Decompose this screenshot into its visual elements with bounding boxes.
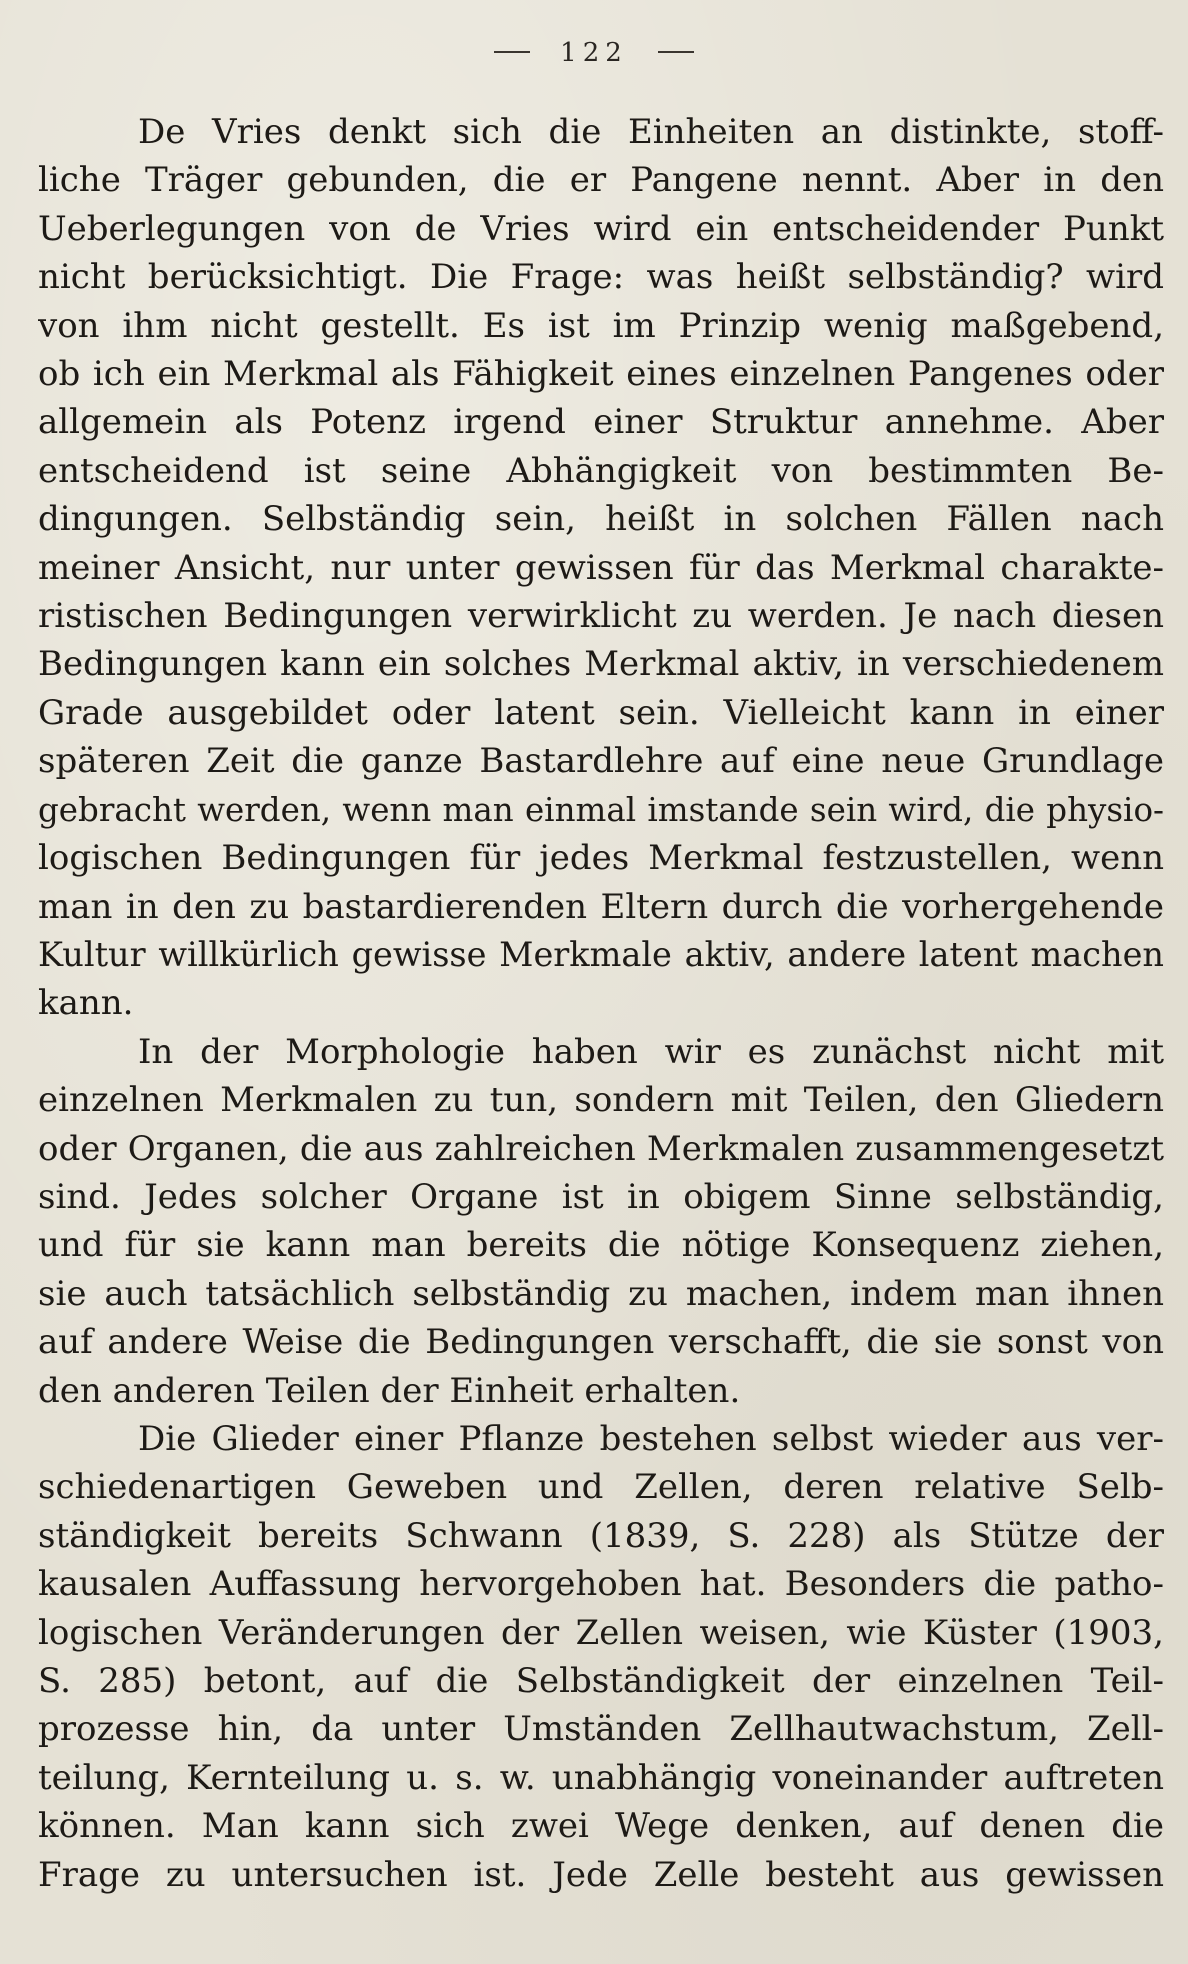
paragraph bbox=[38, 108, 1164, 1028]
text-line: auf andere Weise die Bedingungen verschafft, die sie sonst von bbox=[38, 1322, 1164, 1363]
text-line: schiedenartigen Geweben und Zellen, deren relative Selb- bbox=[38, 1467, 1164, 1508]
page-header bbox=[0, 38, 1188, 68]
text-line: meiner Ansicht, nur unter gewissen für das Merkmal charakte- bbox=[38, 547, 1164, 588]
text-line: teilung, Kernteilung u. s. w. unabhängig voneinander auftreten bbox=[38, 1757, 1164, 1798]
text-line: können. Man kann sich zwei Wege denken, auf denen die bbox=[38, 1806, 1164, 1847]
text-line: sind. Jedes solcher Organe ist in obigem Sinne selbständig, bbox=[38, 1176, 1164, 1217]
paragraph bbox=[38, 1415, 1164, 1899]
text-line: logischen Bedingungen für jedes Merkmal festzustellen, wenn bbox=[38, 838, 1164, 879]
text-line: Grade ausgebildet oder latent sein. Vielleicht kann in einer bbox=[38, 692, 1164, 733]
text-line: nicht berücksichtigt. Die Frage: was heißt selbständig? wird bbox=[38, 257, 1164, 298]
text-line: sie auch tatsächlich selbständig zu machen, indem man ihnen bbox=[38, 1273, 1164, 1314]
text-line: De Vries denkt sich die Einheiten an distinkte, stoff- bbox=[138, 112, 1164, 152]
text-line: ständigkeit bereits Schwann (1839, S. 228) als Stütze der bbox=[38, 1515, 1164, 1556]
text-line: den anderen Teilen der Einheit erhalten. bbox=[38, 1370, 741, 1411]
header-dash-left bbox=[494, 51, 530, 53]
text-line: Bedingungen kann ein solches Merkmal aktiv, in verschiedenem bbox=[38, 644, 1164, 685]
text-line: In der Morphologie haben wir es zunächst nicht mit bbox=[138, 1031, 1164, 1072]
text-line: ob ich ein Merkmal als Fähigkeit eines einzelnen Pangenes oder bbox=[38, 354, 1164, 395]
text-line: oder Organen, die aus zahlreichen Merkmalen zusammengesetzt bbox=[38, 1128, 1164, 1169]
text-line: dingungen. Selbständig sein, heißt in solchen Fällen nach bbox=[38, 499, 1164, 540]
text-line: Frage zu untersuchen ist. Jede Zelle besteht aus gewissen bbox=[38, 1854, 1164, 1895]
text-line: S. 285) betont, auf die Selbständigkeit der einzelnen Teil- bbox=[38, 1661, 1164, 1701]
text-line: späteren Zeit die ganze Bastardlehre auf eine neue Grundlage bbox=[38, 741, 1164, 782]
body-text bbox=[38, 108, 1164, 1899]
text-line: Ueberlegungen von de Vries wird ein entscheidender Punkt bbox=[38, 208, 1164, 249]
text-line: prozesse hin, da unter Umständen Zellhautwachstum, Zell- bbox=[38, 1709, 1164, 1750]
paragraph bbox=[38, 1028, 1164, 1415]
text-line: kann. bbox=[38, 983, 134, 1024]
text-line: Die Glieder einer Pflanze bestehen selbst wieder aus ver- bbox=[138, 1418, 1164, 1459]
text-line: allgemein als Potenz irgend einer Struktur annehme. Aber bbox=[38, 402, 1164, 443]
text-line: gebracht werden, wenn man einmal imstande sein wird, die physio- bbox=[38, 790, 1164, 829]
header-dash-right bbox=[658, 51, 694, 53]
text-line: Kultur willkürlich gewisse Merkmale aktiv, andere latent machen bbox=[38, 934, 1164, 974]
text-line: kausalen Auffassung hervorgehoben hat. Besonders die patho- bbox=[38, 1564, 1164, 1605]
text-line: logischen Veränderungen der Zellen weisen, wie Küster (1903, bbox=[38, 1612, 1164, 1653]
text-line: von ihm nicht gestellt. Es ist im Prinzip wenig maßgebend, bbox=[38, 305, 1164, 346]
text-line: entscheidend ist seine Abhängigkeit von bestimmten Be- bbox=[38, 450, 1164, 491]
text-line: ristischen Bedingungen verwirklicht zu werden. Je nach diesen bbox=[38, 596, 1164, 637]
text-line: liche Träger gebunden, die er Pangene nennt. Aber in den bbox=[38, 160, 1164, 201]
page-number: 122 bbox=[560, 38, 628, 68]
text-line: einzelnen Merkmalen zu tun, sondern mit Teilen, den Gliedern bbox=[38, 1080, 1164, 1121]
text-line: man in den zu bastardierenden Eltern durch die vorhergehende bbox=[38, 886, 1164, 927]
text-line: und für sie kann man bereits die nötige Konsequenz ziehen, bbox=[38, 1225, 1164, 1266]
